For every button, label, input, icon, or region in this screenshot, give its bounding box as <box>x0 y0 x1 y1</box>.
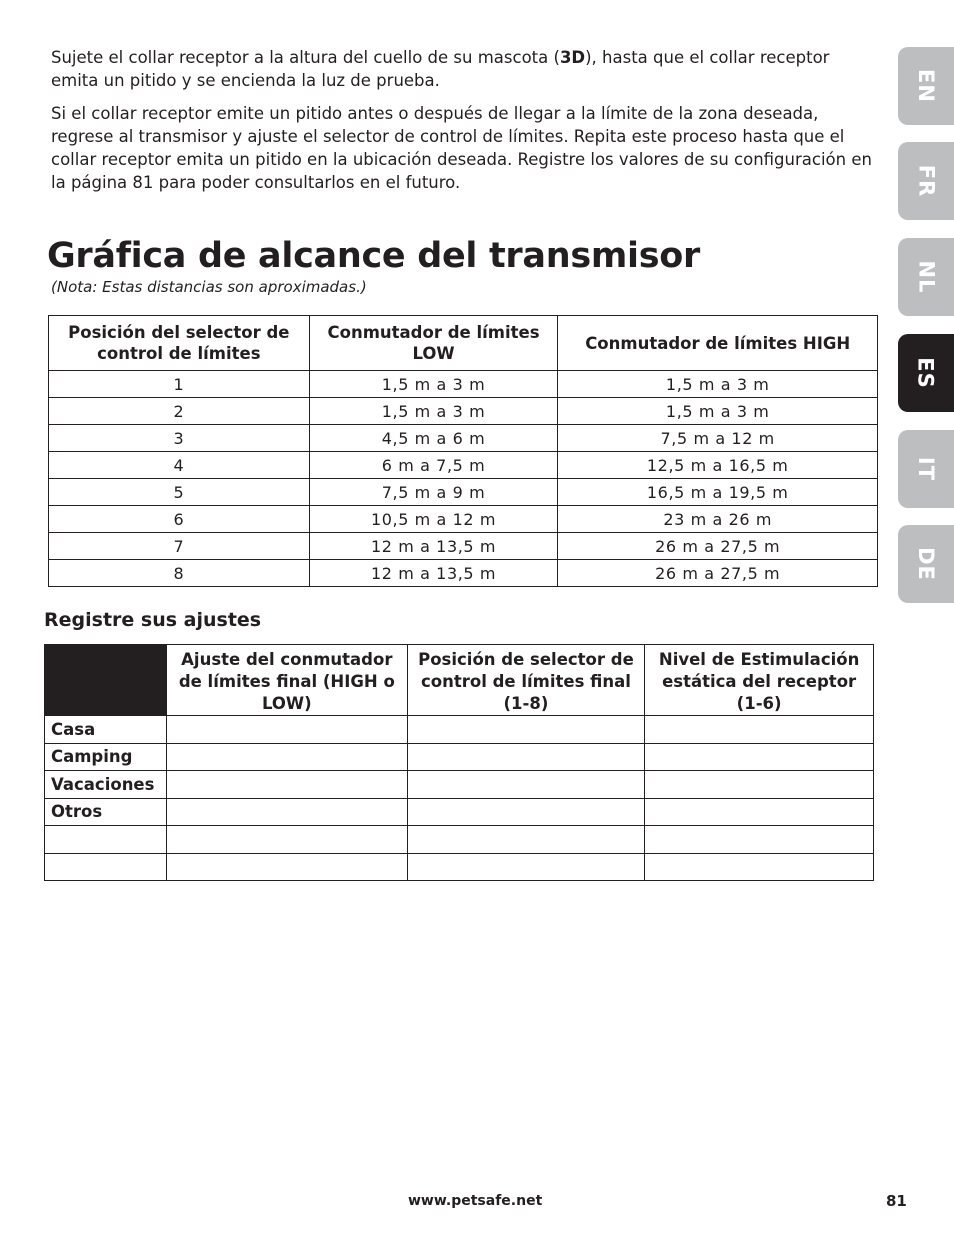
settings-row-label: Camping <box>45 743 167 771</box>
range-table-row <box>49 425 878 452</box>
range-cell-high: 7,5 m a 12 m <box>558 425 878 452</box>
range-table-row <box>49 398 878 425</box>
range-cell-low: 4,5 m a 6 m <box>309 425 558 452</box>
settings-cell-position <box>407 798 645 826</box>
language-tab-label: EN <box>913 69 938 103</box>
range-cell-position: 4 <box>49 452 310 479</box>
settings-table-row <box>45 853 874 881</box>
range-cell-position: 3 <box>49 425 310 452</box>
settings-cell-switch <box>166 826 407 854</box>
range-cell-high: 12,5 m a 16,5 m <box>558 452 878 479</box>
range-cell-position: 6 <box>49 506 310 533</box>
settings-row-label: Casa <box>45 716 167 744</box>
settings-header-position: Posición de selector de control de límites final (1-8) <box>407 645 645 716</box>
settings-cell-position <box>407 853 645 881</box>
intro-text <box>51 46 881 204</box>
range-cell-low: 6 m a 7,5 m <box>309 452 558 479</box>
settings-cell-switch <box>166 743 407 771</box>
range-cell-low: 12 m a 13,5 m <box>309 560 558 587</box>
range-cell-high: 16,5 m a 19,5 m <box>558 479 878 506</box>
range-cell-low: 1,5 m a 3 m <box>309 398 558 425</box>
range-cell-low: 7,5 m a 9 m <box>309 479 558 506</box>
range-table-row <box>49 560 878 587</box>
range-cell-position: 8 <box>49 560 310 587</box>
settings-header-switch: Ajuste del conmutador de límites final (HIGH o LOW) <box>166 645 407 716</box>
range-table-row <box>49 533 878 560</box>
range-table-row <box>49 452 878 479</box>
distance-note: (Nota: Estas distancias son aproximadas.) <box>51 278 367 296</box>
figure-reference: 3D <box>559 48 586 67</box>
range-table-row <box>49 371 878 398</box>
settings-table <box>44 644 874 881</box>
settings-header-row <box>45 645 874 716</box>
range-table <box>48 315 878 587</box>
settings-cell-switch <box>166 716 407 744</box>
settings-cell-level <box>645 798 874 826</box>
intro-p1-end: ), hasta que el collar receptor emita un pitido y se encienda la luz de prueba. <box>51 48 830 90</box>
settings-header-level: Nivel de Estimulación estática del receptor (1-6) <box>645 645 874 716</box>
settings-row-label <box>45 826 167 854</box>
range-header-position: Posición del selector de control de límites <box>49 316 310 371</box>
settings-cell-position <box>407 743 645 771</box>
intro-paragraph-2: Si el collar receptor emite un pitido antes o después de llegar a la límite de la zona deseada, regrese al transmisor y ajuste el selector de control de límites. Repita este proceso hasta que el collar receptor emita un pitido en la ubicación deseada. Registre los valores de su configuración en la página 81 para poder consultarlos en el futuro. <box>51 104 872 192</box>
range-header-low: Conmutador de límites LOW <box>309 316 558 371</box>
language-tab-nl[interactable] <box>898 238 954 316</box>
settings-cell-level <box>645 716 874 744</box>
settings-table-row <box>45 826 874 854</box>
language-tab-en[interactable] <box>898 47 954 125</box>
settings-cell-position <box>407 716 645 744</box>
language-tab-label: NL <box>914 260 938 294</box>
range-cell-position: 7 <box>49 533 310 560</box>
range-cell-position: 2 <box>49 398 310 425</box>
settings-table-row <box>45 798 874 826</box>
settings-header-blank <box>45 645 167 716</box>
settings-row-label <box>45 853 167 881</box>
range-cell-position: 1 <box>49 371 310 398</box>
range-cell-high: 26 m a 27,5 m <box>558 560 878 587</box>
range-cell-low: 10,5 m a 12 m <box>309 506 558 533</box>
settings-cell-switch <box>166 771 407 799</box>
range-table-row <box>49 506 878 533</box>
range-cell-high: 1,5 m a 3 m <box>558 371 878 398</box>
settings-cell-position <box>407 771 645 799</box>
settings-cell-level <box>645 826 874 854</box>
range-cell-high: 23 m a 26 m <box>558 506 878 533</box>
settings-title: Registre sus ajustes <box>44 609 262 631</box>
language-tab-label: IT <box>913 456 938 482</box>
language-tab-label: ES <box>913 357 938 389</box>
range-header-high: Conmutador de límites HIGH <box>558 316 878 371</box>
settings-table-row <box>45 716 874 744</box>
intro-p1-start: Sujete el collar receptor a la altura del cuello de su mascota ( <box>51 48 560 67</box>
range-cell-low: 12 m a 13,5 m <box>309 533 558 560</box>
settings-table-row <box>45 743 874 771</box>
language-tab-es[interactable] <box>898 334 954 412</box>
range-table-row <box>49 479 878 506</box>
language-tab-de[interactable] <box>898 525 954 603</box>
settings-cell-level <box>645 771 874 799</box>
settings-cell-level <box>645 743 874 771</box>
settings-cell-position <box>407 826 645 854</box>
intro-paragraph-1 <box>51 46 881 92</box>
range-cell-high: 26 m a 27,5 m <box>558 533 878 560</box>
language-tab-label: FR <box>913 164 938 198</box>
settings-cell-switch <box>166 853 407 881</box>
language-tab-it[interactable] <box>898 430 954 508</box>
range-table-header-row <box>49 316 878 371</box>
page-title: Gráfica de alcance del transmisor <box>47 236 700 276</box>
settings-table-row <box>45 771 874 799</box>
range-cell-position: 5 <box>49 479 310 506</box>
range-cell-low: 1,5 m a 3 m <box>309 371 558 398</box>
settings-row-label: Vacaciones <box>45 771 167 799</box>
settings-row-label: Otros <box>45 798 167 826</box>
page-number: 81 <box>886 1192 907 1210</box>
language-tab-fr[interactable] <box>898 142 954 220</box>
language-tab-label: DE <box>914 547 938 581</box>
footer-url: www.petsafe.net <box>408 1193 543 1209</box>
settings-cell-level <box>645 853 874 881</box>
settings-cell-switch <box>166 798 407 826</box>
range-cell-high: 1,5 m a 3 m <box>558 398 878 425</box>
